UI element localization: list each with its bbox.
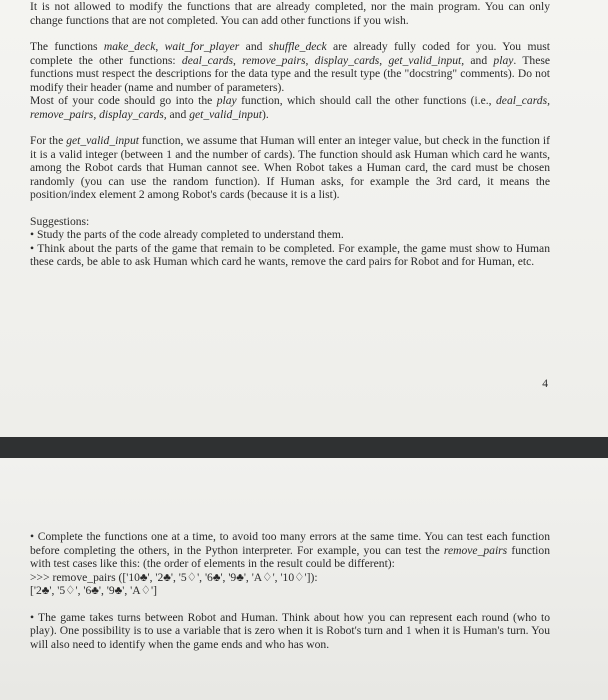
text-span: , (379, 53, 389, 67)
text-span: and (166, 107, 190, 121)
text-span: , and (461, 53, 494, 67)
suggestion-text: Think about the parts of the game that remain to be completed. For example, the game must show to Human these cards, be able to ask Human which card he wants, remove the card pairs for Robot and for Human, etc. (30, 241, 550, 268)
text-span: Complete the functions one at a time, to avoid too many errors at the same time. You can test each function before completing the others, in the Python interpreter. For example, you can test the (30, 530, 550, 557)
text-span: , (155, 40, 165, 53)
text-span: function, we assume that Human will enter an integer value, but check in the function if it is a valid integer (between 1 and the number of cards). The function should ask Human which card he wants, among the Robot cards that Human cannot see. When Robot takes a Human card, the card must be chosen randomly (you can use the random function). If Human asks, for example the 3rd card, it means the position/index element 2 among Robot's cards (because it is a list). (30, 134, 550, 201)
bullet-icon: • (30, 610, 35, 624)
page-number: 4 (542, 377, 548, 390)
code-call: >>> remove_pairs (['10♣', '2♣', '5♢', '6♣', '9♣', 'A♢', '10♢']): (30, 570, 318, 584)
function-name: get_valid_input (189, 107, 262, 121)
document-page-bottom (0, 458, 608, 700)
function-name: shuffle_deck (268, 40, 327, 53)
function-name: wait_for_player (164, 40, 240, 53)
bullet-icon: • (30, 228, 35, 241)
text-span: and (239, 40, 269, 53)
suggestion-item (30, 242, 550, 269)
text-span: ). (261, 107, 269, 121)
code-result: ['2♣', '5♢', '6♣', '9♣', 'A♢'] (30, 584, 157, 597)
intro-paragraph: It is not allowed to modify the functions that are already completed, nor the main program. You can only change functions that are not completed. You can add other functions if you wish. (30, 0, 550, 27)
bullet-paragraph (30, 530, 550, 571)
text-span: Most of your code should go into the (30, 94, 217, 107)
suggestion-item (30, 228, 550, 242)
bullet-icon: • (30, 241, 35, 255)
blank-space (30, 458, 550, 530)
function-name: remove_pairs (242, 53, 306, 67)
functions-paragraph (30, 40, 550, 94)
text-span: The game takes turns between Robot and Human. Think about how you can represent each round (who to play). One possibility is to use a variable that is zero when it is Robot's turn and 1 when it is Human's turn. You will also need to identify when the game ends and who has won. (30, 610, 550, 651)
valid-input-paragraph (30, 134, 550, 202)
text-span: . These functions must respect the descriptions for the data type and the result type (the "docstring" comments). Do not modify their header (name and number of parameters). (30, 53, 551, 94)
suggestion-text: Study the parts of the code already completed to understand them. (36, 228, 344, 241)
function-name: display_cards (314, 53, 380, 67)
text-span: For the (30, 134, 67, 147)
text-span: The functions (30, 40, 104, 53)
function-name: get_valid_input (388, 53, 462, 67)
suggestions-title: Suggestions: (30, 214, 90, 228)
text-span: function with test cases like this: (the order of elements in the result could be different): (30, 543, 550, 570)
text-span: function, which should call the other functions (i.e., (236, 94, 496, 107)
function-name: deal_cards, remove_pairs, display_cards, (30, 94, 550, 121)
function-name: get_valid_input (66, 134, 139, 147)
text-span: are already fully coded for you. You must complete the other functions: (30, 40, 550, 67)
function-name: play (216, 94, 237, 107)
text-span: , (233, 53, 243, 67)
function-name: make_deck (103, 40, 156, 53)
function-name: deal_cards (181, 53, 233, 67)
text-span: , (305, 53, 315, 67)
bullet-paragraph (30, 611, 550, 652)
page-divider (0, 437, 608, 458)
function-name: remove_pairs (443, 543, 508, 557)
play-paragraph (30, 94, 550, 121)
function-name: play (493, 53, 514, 67)
bullet-icon: • (30, 530, 35, 543)
